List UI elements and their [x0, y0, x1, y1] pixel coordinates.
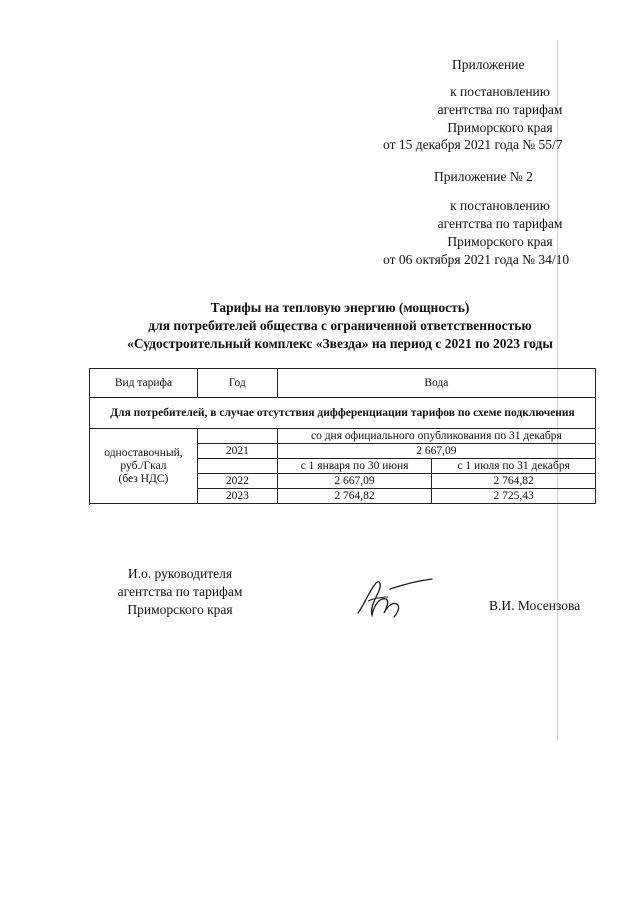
value-2023-h2: 2 725,43 [432, 489, 596, 504]
signatory-name: В.И. Мосензова [489, 598, 581, 613]
appendix2-line-1: к постановлению [450, 198, 550, 213]
appendix1-line-2: агентства по тарифам [437, 102, 563, 117]
document-title-line-2: для потребителей общества с ограниченной ответственностью [148, 318, 532, 333]
header-year: Год [197, 369, 277, 398]
appendix1-line-4: от 15 декабря 2021 года № 55/7 [383, 137, 563, 152]
empty-cell [197, 429, 277, 444]
tariff-type-line-2: руб./Гкал [120, 459, 167, 472]
signatory-line-2: агентства по тарифам [117, 584, 243, 599]
group-label: Для потребителей, в случае отсутствия дифференциации тарифов по схеме подключения [90, 398, 596, 429]
table-group-row [90, 398, 596, 429]
appendix1-title: Приложение [452, 57, 525, 72]
header-water: Вода [277, 369, 595, 398]
document-title-line-1: Тарифы на тепловую энергию (мощность) [210, 300, 470, 315]
tariff-type-line-1: одноставочный, [104, 446, 183, 459]
value-2022-h1: 2 667,09 [277, 474, 432, 489]
signatory-line-3: Приморского края [127, 602, 233, 617]
handwritten-signature [350, 575, 440, 625]
year-2023: 2023 [197, 489, 277, 504]
appendix1-line-3: Приморского края [447, 120, 553, 135]
period-h1: с 1 января по 30 июня [277, 459, 432, 474]
document-title-line-3: «Судостроительный комплекс «Звезда» на период с 2021 по 2023 годы [127, 336, 553, 351]
appendix2-line-3: Приморского края [447, 234, 553, 249]
period-full: со дня официального опубликования по 31 декабря [277, 429, 595, 444]
appendix2-title: Приложение № 2 [434, 169, 533, 184]
table-header-row [90, 369, 596, 398]
signatory-line-1: И.о. руководителя [127, 566, 233, 581]
appendix2-line-2: агентства по тарифам [437, 216, 563, 231]
appendix2-line-4: от 06 октября 2021 года № 34/10 [383, 252, 570, 267]
header-tariff-type: Вид тарифа [90, 369, 198, 398]
value-2022-h2: 2 764,82 [432, 474, 596, 489]
value-2023-h1: 2 764,82 [277, 489, 432, 504]
table-row [90, 429, 596, 444]
tariff-type-cell [90, 429, 198, 504]
year-2022: 2022 [197, 474, 277, 489]
empty-cell [197, 459, 277, 474]
tariff-type-line-3: (без НДС) [118, 472, 169, 485]
appendix1-line-1: к постановлению [450, 84, 550, 99]
year-2021: 2021 [197, 444, 277, 459]
tariff-table [89, 368, 596, 504]
period-h2: с 1 июля по 31 декабря [432, 459, 596, 474]
value-2021: 2 667,09 [277, 444, 595, 459]
